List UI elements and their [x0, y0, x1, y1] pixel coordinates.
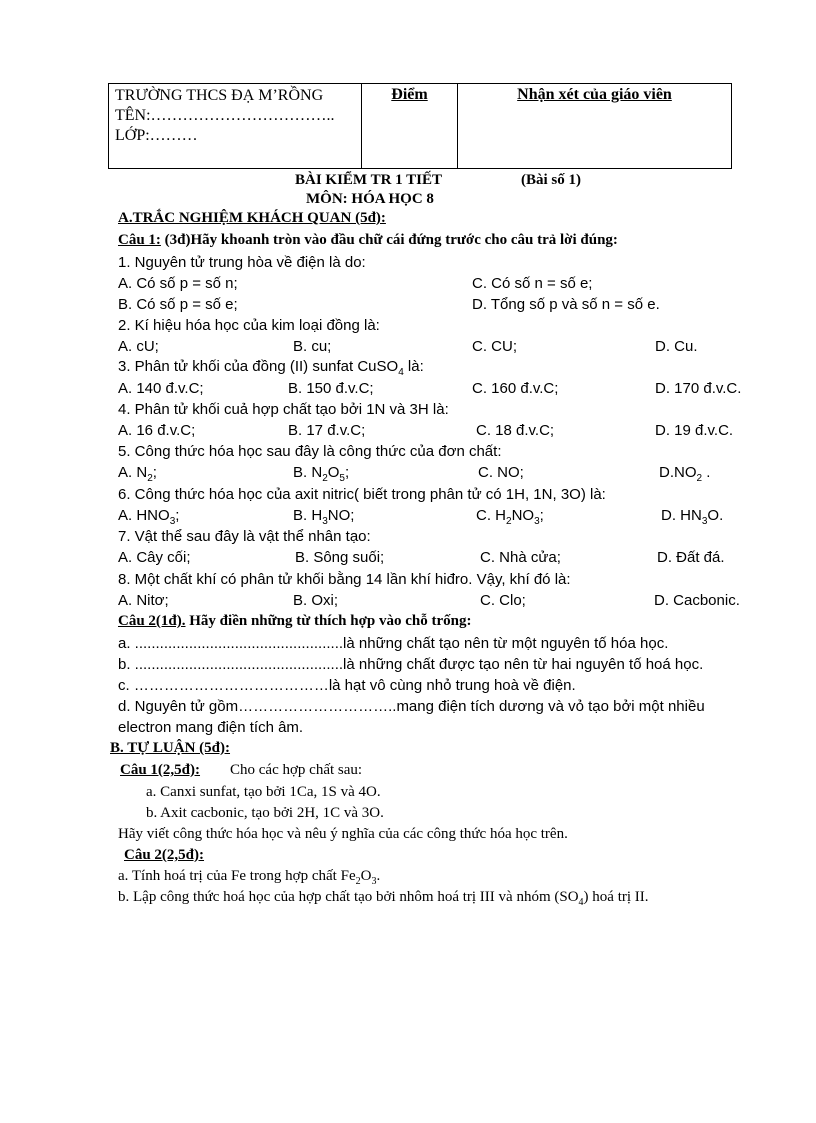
q4-option-b: B. 17 đ.v.C; — [288, 422, 366, 439]
q4-option-c: C. 18 đ.v.C; — [476, 422, 555, 439]
subject-title: MÔN: HÓA HỌC 8 — [306, 191, 434, 207]
q8-option-a: A. Nitơ; — [118, 592, 169, 609]
b-item-a: a. Canxi sunfat, tạo bởi 1Ca, 1S và 4O. — [146, 784, 381, 800]
q7-option-b: B. Sông suối; — [295, 549, 385, 566]
fill-line-d-cont: electron mang điện tích âm. — [118, 719, 304, 736]
q7-option-a: A. Cây cối; — [118, 549, 191, 566]
q3-option-b: B. 150 đ.v.C; — [288, 380, 374, 397]
question-5: 5. Công thức hóa học sau đây là công thức của đơn chất: — [118, 443, 502, 460]
q2-option-c: C. CU; — [472, 338, 517, 355]
part-b-heading: B. TỰ LUẬN (5đ): — [110, 740, 231, 756]
question-8: 8. Một chất khí có phân tử khối bằng 14 lần khí hiđro. Vậy, khí đó là: — [118, 571, 571, 588]
question-3: 3. Phân tử khối của đồng (II) sunfat CuSO$_4$ là: — [118, 358, 424, 378]
q6-option-a: A. $HNO_3$; — [118, 507, 180, 527]
question-4: 4. Phân tử khối cuả hợp chất tạo bởi 1N và 3H là: — [118, 401, 449, 418]
exam-title: BÀI KIỂM TR 1 TIẾT — [295, 172, 442, 188]
q3-option-d: D. 170 đ.v.C. — [655, 380, 742, 397]
cau1-label: Câu 1: — [118, 232, 161, 248]
q6-option-c: C. $H_2NO_3$; — [476, 507, 544, 527]
q5-option-a: A. $N_2$; — [118, 464, 157, 484]
fill-line-a: a. ..................................................là những chất tạo nên từ một nguyên tố hóa học. — [118, 635, 669, 652]
q5-option-d: $D.NO_2$ . — [659, 464, 711, 484]
b-cau2-a: a. Tính hoá trị của Fe trong hợp chất $Fe_2O_3$. — [118, 868, 381, 887]
q5-option-b: B. $N_2O_5$; — [293, 464, 350, 484]
fill-line-d: d. Nguyên tử gồm…………………………..mang điện tích dương và vỏ tạo bởi một nhiều — [118, 698, 705, 715]
q8-option-b: B. Oxi; — [293, 592, 339, 609]
comment-cell — [458, 84, 731, 168]
b-cau1-heading — [120, 762, 362, 779]
q4-option-a: A. 16 đ.v.C; — [118, 422, 196, 439]
q1-option-d: D. Tổng số p và số n = số e. — [472, 296, 660, 313]
part-a-heading: A.TRẮC NGHIỆM KHÁCH QUAN (5đ): — [118, 210, 386, 226]
fill-line-c: c. …………………………………là hạt vô cùng nhỏ trung hoà về điện. — [118, 677, 576, 694]
q4-option-d: D. 19 đ.v.C. — [655, 422, 734, 439]
q1-option-a: A. Có số p = số n; — [118, 275, 238, 292]
q8-option-c: C. Clo; — [480, 592, 526, 609]
student-info-cell — [109, 84, 362, 168]
question-7: 7. Vật thể sau đây là vật thể nhân tạo: — [118, 528, 371, 545]
question-6: 6. Công thức hóa học của axit nitric( biết trong phân tử có 1H, 1N, 3O) là: — [118, 486, 606, 503]
comment-label: Nhận xét của giáo viên — [517, 86, 672, 103]
cau2-instruction: Hãy điền những từ thích hợp vào chỗ trống: — [185, 613, 472, 629]
b-cau2-heading: Câu 2(2,5đ): — [124, 847, 205, 863]
q7-option-d: D. Đất đá. — [657, 549, 725, 566]
question-2: 2. Kí hiệu hóa học của kim loại đồng là: — [118, 317, 380, 334]
q2-option-b: B. cu; — [293, 338, 332, 355]
q6-option-b: B. $H_3NO$; — [293, 507, 355, 527]
cau2-label: Câu 2(1đ). — [118, 613, 186, 629]
q3-option-c: C. 160 đ.v.C; — [472, 380, 559, 397]
q5-option-c: C. NO; — [478, 464, 524, 481]
header-table — [108, 83, 732, 169]
b-cau1-text: Cho các hợp chất sau: — [230, 762, 363, 778]
q6-option-d: D. $HN_3O$. — [661, 507, 724, 527]
b-cau2-b: b. Lập công thức hoá học của hợp chất tạo bởi nhôm hoá trị III và nhóm $(SO_4)$ hoá trị II. — [118, 889, 649, 908]
q3-option-a: A. 140 đ.v.C; — [118, 380, 204, 397]
q2-option-a: A. cU; — [118, 338, 159, 355]
question-1: 1. Nguyên tử trung hòa về điện là do: — [118, 254, 366, 271]
exam-number: (Bài số 1) — [521, 172, 581, 188]
score-label: Điểm — [391, 86, 428, 103]
b-cau1-label: Câu 1(2,5đ): — [120, 762, 201, 778]
b-cau1-task: Hãy viết công thức hóa học và nêu ý nghĩa của các công thức hóa học trên. — [118, 826, 568, 842]
fill-line-b: b. ..................................................là những chất được tạo nên từ hai nguyên tố hoá học. — [118, 656, 704, 673]
q2-option-d: D. Cu. — [655, 338, 698, 355]
school-name: TRƯỜNG THCS ĐẠ M’RỒNG — [115, 87, 324, 104]
score-cell — [362, 84, 458, 168]
q1-option-c: C. Có số n = số e; — [472, 275, 593, 292]
name-line: TÊN:…………………………….. — [115, 107, 335, 124]
q1-option-b: B. Có số p = số e; — [118, 296, 238, 313]
class-line: LỚP:……… — [115, 127, 198, 144]
q7-option-c: C. Nhà cửa; — [480, 549, 561, 566]
cau2-heading — [118, 613, 471, 630]
cau1-heading — [118, 232, 618, 249]
cau1-instruction: (3đ)Hãy khoanh tròn vào đầu chữ cái đứng trước cho câu trả lời đúng: — [160, 232, 618, 248]
b-item-b: b. Axit cacbonic, tạo bởi 2H, 1C và 3O. — [146, 805, 384, 821]
q8-option-d: D. Cacbonic. — [654, 592, 740, 609]
